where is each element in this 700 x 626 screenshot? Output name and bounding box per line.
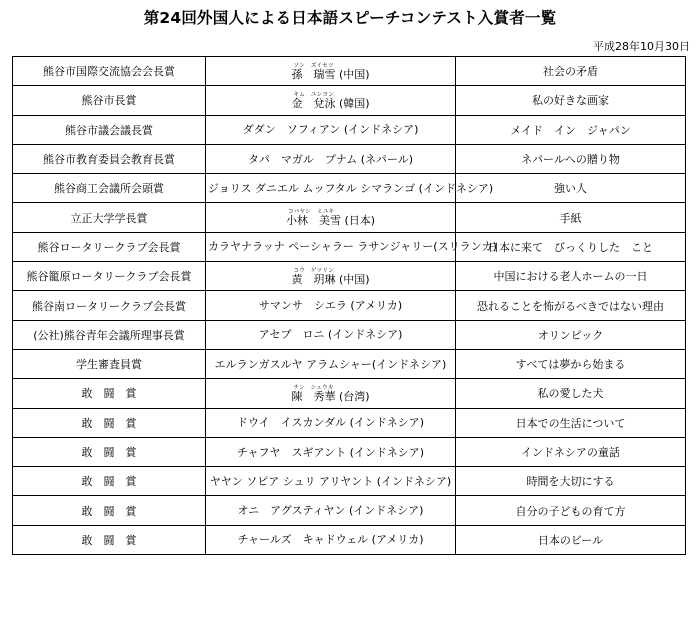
winner-name: チャールズ キャドウェル (アメリカ) [237,533,424,547]
winner-cell [206,437,456,466]
award-cell: 敢 闘 賞 [13,379,206,408]
award-cell: 熊谷籠原ロータリークラブ会長賞 [13,262,206,291]
speech-title-cell: オリンピック [456,320,686,349]
name-reading: チン シュウカ [293,384,334,391]
speech-title-cell: 恐れることを怖がるべきではない理由 [456,291,686,320]
award-cell: 敢 闘 賞 [13,467,206,496]
award-cell: 敢 闘 賞 [13,525,206,554]
winner-name: ジョリス ダニエル ムッフタル シマランゴ (インドネシア) [208,181,494,195]
winner-name: ドウイ イスカンダル (インドネシア) [236,416,425,430]
winner-cell [206,291,456,320]
table-row [13,174,686,203]
table-row [13,144,686,173]
winner-cell [206,144,456,173]
table-row [13,232,686,261]
winner-name: 孫 瑞雪 (中国) [291,67,370,81]
winner-cell [206,379,456,408]
speech-title-cell: 中国における老人ホームの一日 [456,262,686,291]
table-row [13,349,686,378]
table-row [13,320,686,349]
speech-title-cell: 社会の矛盾 [456,57,686,86]
award-cell: 熊谷商工会議所会頭賞 [13,174,206,203]
winner-cell [206,203,456,232]
speech-title-cell: 日本のビール [456,525,686,554]
page-title: 第24回外国人による日本語スピーチコンテスト入賞者一覧 [143,9,557,27]
winner-name: タパ マガル プナム (ネパール) [247,152,414,166]
winner-cell [206,525,456,554]
winner-name: アセプ ロニ (インドネシア) [258,328,403,342]
speech-title-cell: インドネシアの童話 [456,437,686,466]
winner-name-wrap [238,504,424,517]
winner-name-wrap [259,299,402,312]
table-row [13,437,686,466]
winner-name-wrap [248,153,413,166]
winner-name-wrap [291,62,369,81]
winner-name-wrap [291,384,369,403]
award-cell: 熊谷市国際交流協会会長賞 [13,57,206,86]
winner-cell [206,496,456,525]
table-row [13,262,686,291]
winner-name: チャフヤ スギアント (インドネシア) [236,445,425,459]
name-reading: ソン ズイセツ [293,62,334,69]
winner-name: サマンサ シエラ (アメリカ) [258,299,403,313]
table-row [13,525,686,554]
winner-cell [206,262,456,291]
speech-title-cell: 手紙 [456,203,686,232]
speech-title-cell: 日本での生活について [456,408,686,437]
winner-name: 陳 秀華 (台湾) [291,389,370,403]
winner-name-wrap [291,91,369,110]
award-cell: 熊谷市長賞 [13,86,206,115]
winner-name-wrap [243,123,419,136]
winner-name: 黄 玥琳 (中国) [291,272,370,286]
speech-title-cell: 自分の子どもの育て方 [456,496,686,525]
award-cell: (公社)熊谷青年会議所理事長賞 [13,320,206,349]
winner-name: 小林 美雪 (日本) [285,214,376,228]
winner-name-wrap [215,358,447,371]
award-cell: 熊谷市教育委員会教育長賞 [13,144,206,173]
name-reading: キム ユンヨン [293,91,334,98]
table-row [13,86,686,115]
winner-cell [206,349,456,378]
award-cell: 学生審査員賞 [13,349,206,378]
winner-name: ヤヤン ソピア シュリ アリヤント (インドネシア) [209,474,452,488]
table-row [13,203,686,232]
speech-title-cell: ネパールへの贈り物 [456,144,686,173]
table-row [13,496,686,525]
speech-title-cell: 私の愛した犬 [456,379,686,408]
table-row [13,408,686,437]
award-cell: 熊谷南ロータリークラブ会長賞 [13,291,206,320]
winner-name: オニ アグスティヤン (インドネシア) [237,504,424,518]
winner-name: カラヤナラッナ ペーシャラー ラサンジャリー(スリランカ) [208,240,497,254]
speech-title-cell: 時間を大切にする [456,467,686,496]
award-cell: 敢 闘 賞 [13,437,206,466]
winner-name: 金 兌泳 (韓国) [291,96,370,110]
table-row [13,115,686,144]
table-row [13,291,686,320]
winner-name-wrap [208,240,497,253]
table-row [13,379,686,408]
winner-name-wrap [210,475,451,488]
table-row [13,467,686,496]
winner-cell [206,232,497,261]
winner-name-wrap [237,416,424,429]
winner-cell [206,174,494,203]
winner-name-wrap [286,208,375,227]
winner-name-wrap [208,182,493,195]
award-cell: 熊谷市議会議長賞 [13,115,206,144]
winner-cell [206,320,456,349]
speech-title-cell: 日本に来て びっくりした こと [456,232,686,261]
award-cell: 敢 闘 賞 [13,496,206,525]
name-reading: コバヤシ ミユキ [287,209,335,216]
speech-title-cell: 強い人 [456,174,686,203]
winner-cell [206,408,456,437]
name-reading: コウ ゲツリン [293,267,334,274]
winner-name-wrap [238,533,424,546]
winner-cell [206,86,456,115]
winner-name-wrap [259,328,403,341]
winner-name-wrap [237,446,424,459]
speech-title-cell: メイド イン ジャパン [456,115,686,144]
winner-name: ダダン ソフィアン (インドネシア) [242,123,419,137]
table-row [13,57,686,86]
winner-name: エルランガスルヤ アラムシャー(インドネシア) [214,357,447,371]
award-cell: 熊谷ロータリークラブ会長賞 [13,232,206,261]
document-date: 平成28年10月30日 [593,40,690,53]
speech-title-cell: 私の好きな画家 [456,86,686,115]
award-cell: 立正大学学長賞 [13,203,206,232]
speech-title-cell: すべては夢から始まる [456,349,686,378]
winner-cell [206,467,456,496]
winner-cell [206,115,456,144]
winner-name-wrap [291,267,369,286]
winners-table [12,56,686,555]
award-cell: 敢 闘 賞 [13,408,206,437]
winner-cell [206,57,456,86]
